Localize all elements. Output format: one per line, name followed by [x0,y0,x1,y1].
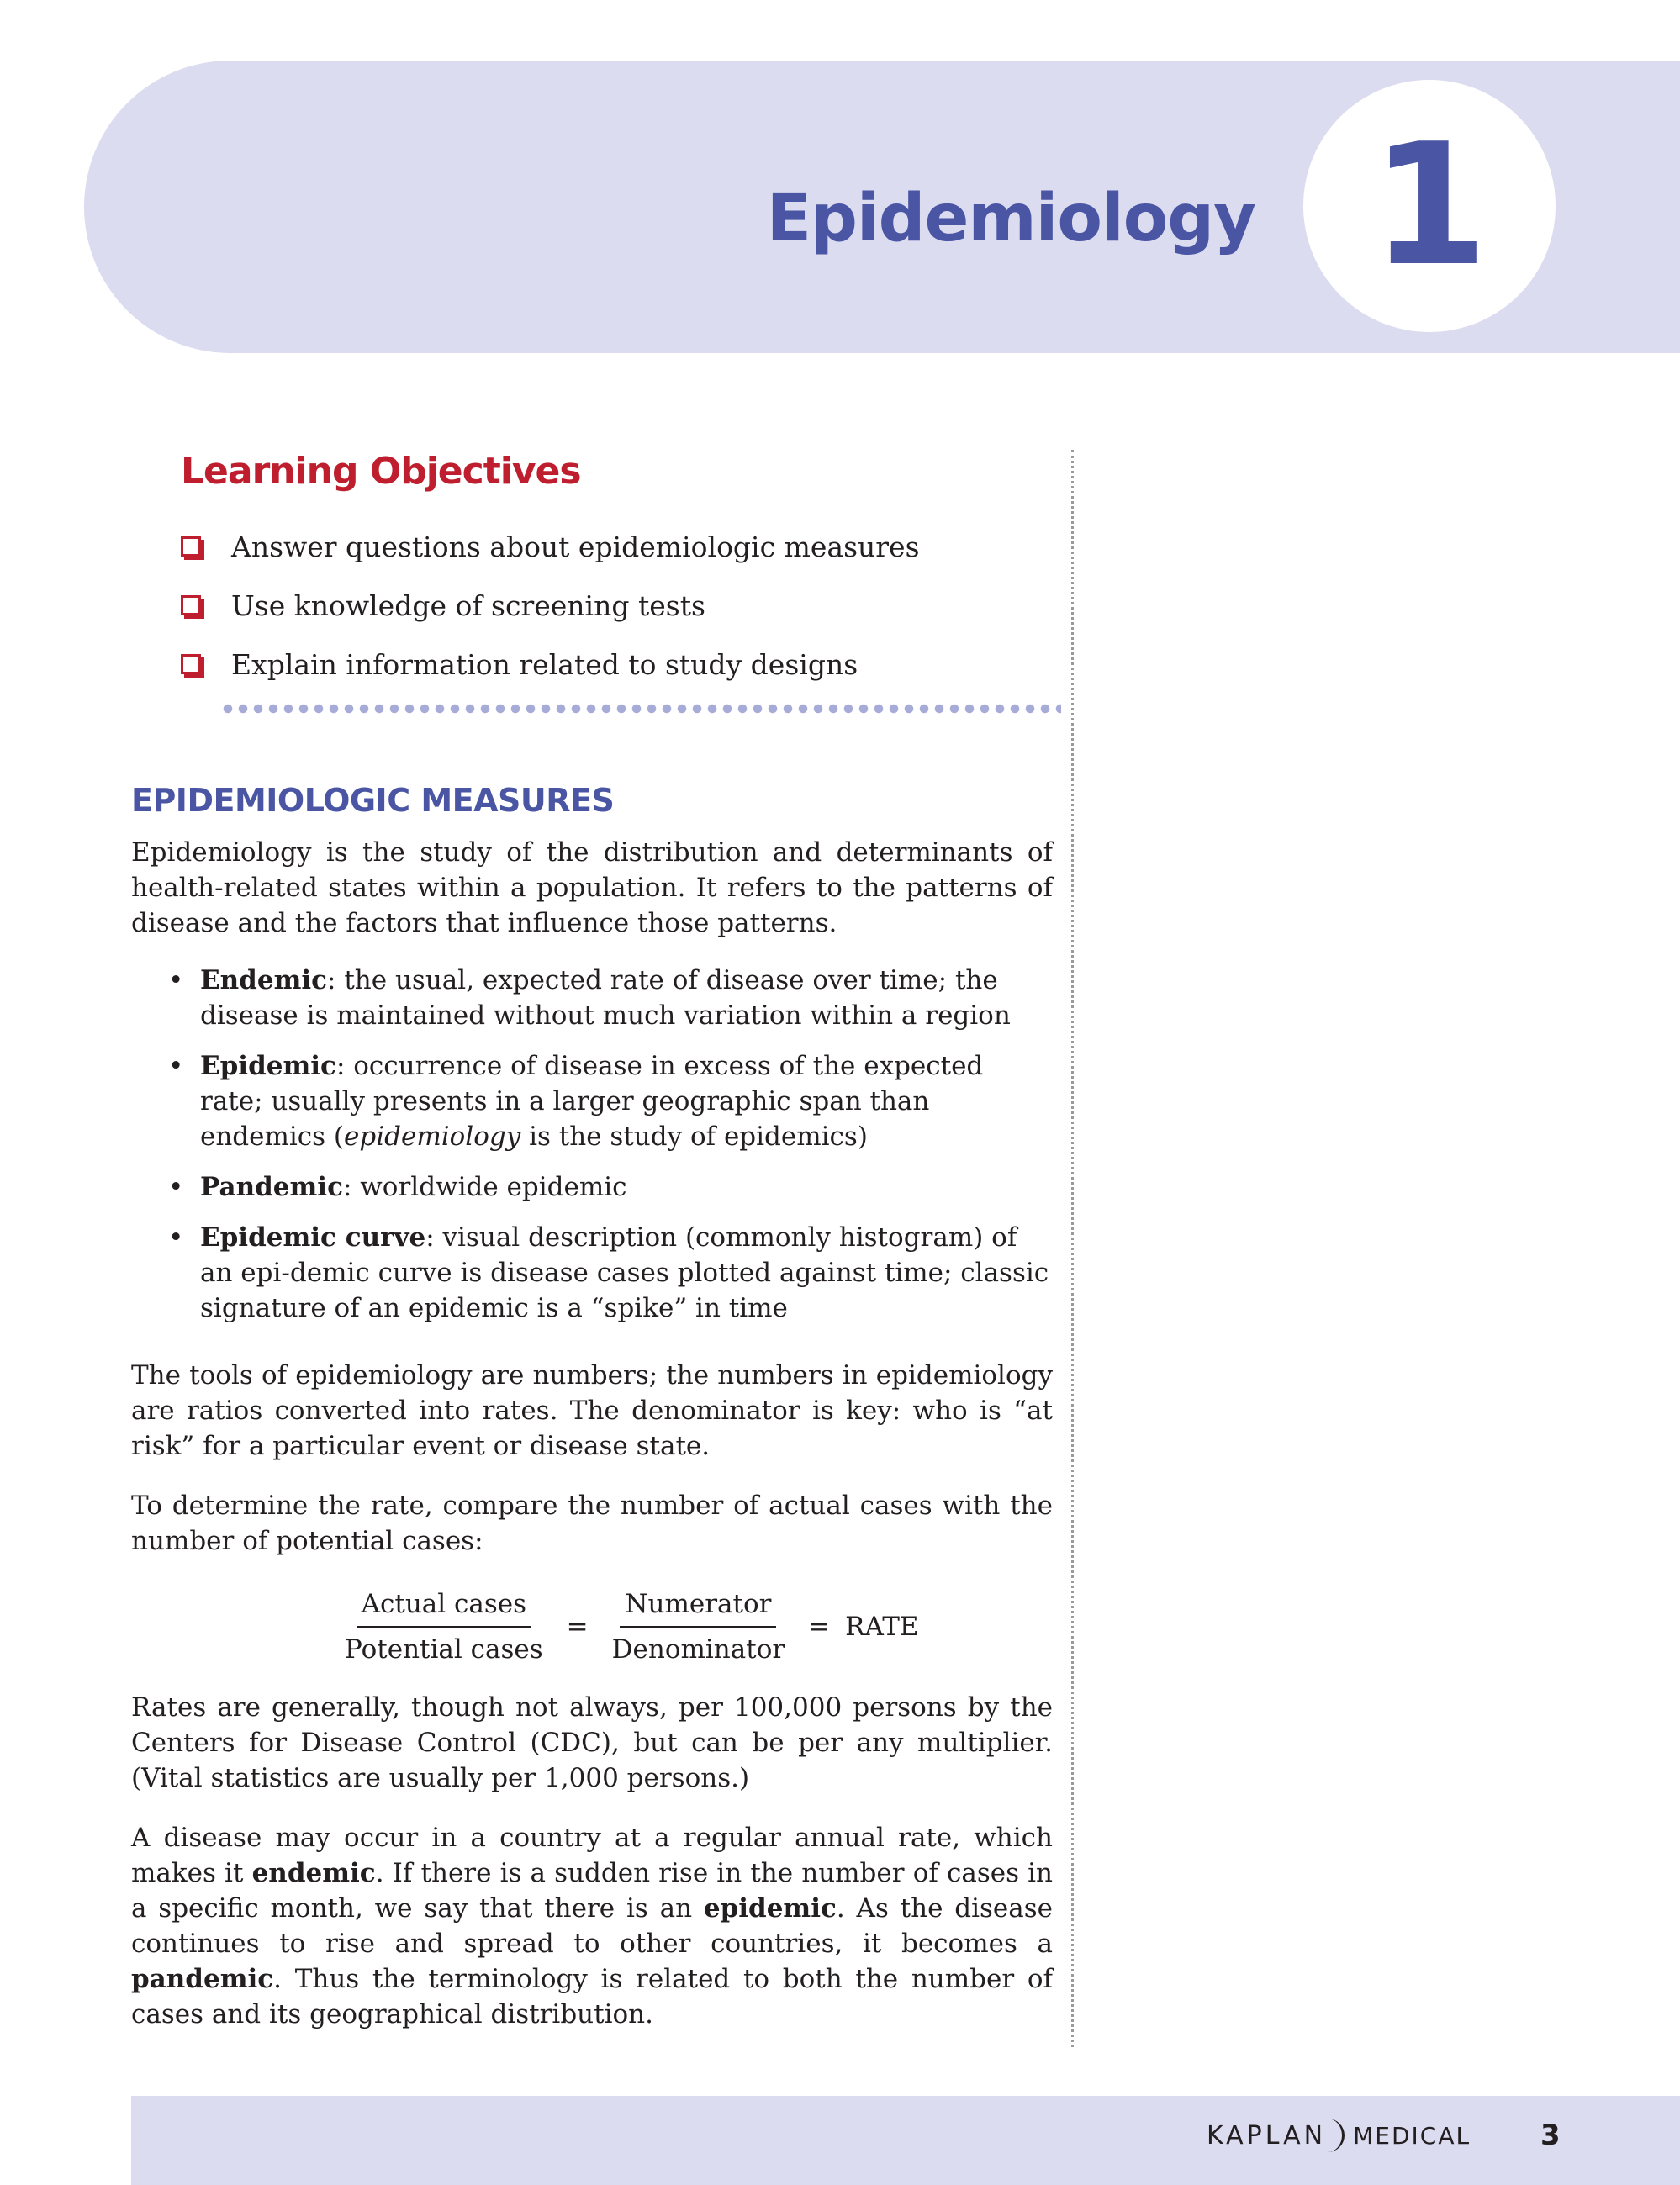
definition-term: Pandemic [200,1172,343,1202]
chapter-number-badge [1303,80,1556,332]
fraction-generic [604,1589,794,1665]
checkbox-icon [181,595,201,615]
definition-italic: epidemiology [344,1122,521,1152]
formula-result: RATE [845,1612,919,1642]
learning-objectives-title: Learning Objectives [181,450,581,493]
definition-item [168,1220,1053,1326]
paragraph-text: . As the disease continues to rise and spread to other countries, it becomes a [131,1893,1053,1959]
equals-sign: = [808,1612,831,1642]
learning-objective-text: Explain information related to study designs [231,647,858,681]
learning-objective-text: Answer questions about epidemiologic measures [231,530,920,563]
intro-paragraph: Epidemiology is the study of the distribution and determinants of health-related states within a population. It refers to the patterns of disease and the factors that influence those patterns. [131,837,1053,938]
sidebar-divider [1071,450,1074,2047]
learning-objective-text: Use knowledge of screening tests [231,588,705,622]
dotted-separator [220,703,1061,715]
definition-text: : visual description (commonly histogram) of an epi-demic curve is disease cases plotted against time; classic signature of an epidemic is a “spike” in time [200,1222,1049,1323]
learning-objective-item [181,635,920,694]
term-pandemic: pandemic [131,1964,274,1994]
denominator-label: Denominator [611,1634,785,1665]
equals-sign: = [566,1612,589,1642]
kaplan-medical-logo [1207,2114,1471,2156]
chapter-number: 1 [1371,108,1488,303]
rate-paragraph: To determine the rate, compare the number of actual cases with the number of potential cases: [131,1491,1053,1556]
brand-name: KAPLAN [1207,2120,1327,2151]
learning-objective-item [181,576,920,635]
swoosh-icon [1328,2119,1345,2152]
cdc-paragraph: Rates are generally, though not always, per 100,000 persons by the Centers for Disease Control (CDC), but can be per any multiplier. (Vital statistics are usually per 1,000 persons.) [131,1692,1053,1793]
definition-term: Endemic [200,965,328,995]
paragraph-text: . Thus the terminology is related to both the number of cases and its geographical distribution. [131,1964,1053,2029]
paragraph-text: A disease may occur in a country at a regular annual rate, which makes it [131,1823,1053,1888]
fraction-cases [336,1589,552,1665]
learning-objectives-list [181,517,920,694]
rate-formula [336,1581,919,1673]
definition-text: : occurrence of disease in excess of the expected rate; usually presents in a larger geographic span than endemics ( [200,1051,984,1152]
brand-suffix: MEDICAL [1353,2121,1471,2150]
term-epidemic: epidemic [703,1893,837,1924]
paragraph-text: . If there is a sudden rise in the number of cases in a specific month, we say that there is an [131,1858,1053,1924]
definition-term: Epidemic curve [200,1222,426,1253]
disease-spread-paragraph [131,1820,1053,2032]
tools-paragraph: The tools of epidemiology are numbers; the numbers in epidemiology are ratios converted into rates. The denominator is key: who is “at risk” for a particular event or disease state. [131,1360,1053,1461]
numerator-label: Numerator [620,1589,776,1628]
definition-text: is the study of epidemics) [520,1122,868,1152]
denominator-potential-cases: Potential cases [345,1634,543,1665]
page-number: 3 [1540,2119,1561,2152]
definition-item [168,1169,1053,1205]
definition-list [168,963,1053,1341]
definition-text: : worldwide epidemic [342,1172,627,1202]
definition-text: : the usual, expected rate of disease over time; the disease is maintained without much variation within a region [200,965,1011,1031]
chapter-title: Epidemiology [766,181,1255,256]
section-heading: EPIDEMIOLOGIC MEASURES [131,782,615,819]
numerator-actual-cases: Actual cases [357,1589,531,1628]
definition-item [168,1048,1053,1154]
term-endemic: endemic [251,1858,376,1888]
definition-item [168,963,1053,1033]
definition-term: Epidemic [200,1051,336,1081]
checkbox-icon [181,536,201,557]
learning-objective-item [181,517,920,576]
checkbox-icon [181,654,201,674]
